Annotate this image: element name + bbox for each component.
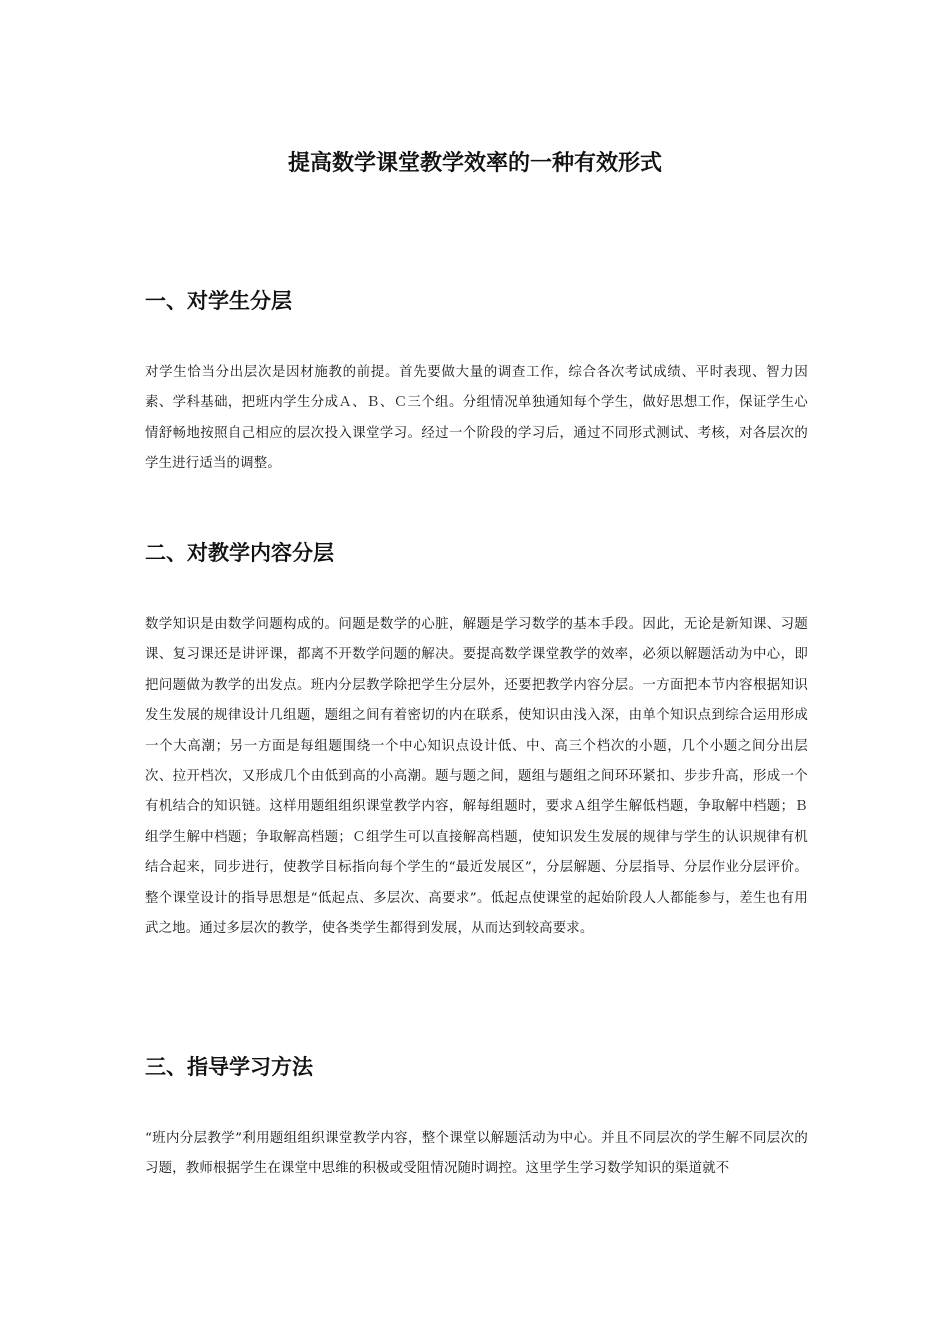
section-heading-student-layering: 一、对学生分层 xyxy=(145,289,292,313)
section-heading-content-layering: 二、对教学内容分层 xyxy=(145,541,334,565)
section-heading-learning-methods: 三、指导学习方法 xyxy=(145,1055,313,1079)
section-paragraph-learning-methods: “班内分层教学”利用题组组织课堂教学内容，整个课堂以解题活动为中心。并且不同层次的学生解不同层次的习题，教师根据学生在课堂中思维的积极或受阻情况随时调控。这里学生学习数学知识的渠道就不 xyxy=(145,1131,808,1177)
section-paragraph-content-layering: 数学知识是由数学问题构成的。问题是数学的心脏，解题是学习数学的基本手段。因此，无论是新知课、习题课、复习课还是讲评课，都离不开数学问题的解决。要提高数学课堂教学的效率，必须以解题活动为中心，即把问题做为教学的出发点。班内分层教学除把学生分层外，还要把教学内容分层。一方面把本节内容根据知识发生发展的规律设计几组题，题组之间有着密切的内在联系，使知识由浅入深，由单个知识点到综合运用形成一个大高潮；另一方面是每组题围绕一个中心知识点设计低、中、高三个档次的小题，几个小题之间分出层次、拉开档次，又形成几个由低到高的小高潮。题与题之间，题组与题组之间环环紧扣、步步升高，形成一个有机结合的知识链。这样用题组组织课堂教学内容，解每组题时，要求Ａ组学生解低档题，争取解中档题；Ｂ组学生解中档题；争取解高档题；Ｃ组学生可以直接解高档题，使知识发生发展的规律与学生的认识规律有机结合起来，同步进行，使教学目标指向每个学生的“最近发展区”，分层解题、分层指导、分层作业分层评价。整个课堂设计的指导思想是“低起点、多层次、高要求”。低起点使课堂的起始阶段人人都能参与，差生也有用武之地。通过多层次的教学，使各类学生都得到发展，从而达到较高要求。 xyxy=(145,617,808,937)
section-paragraph-student-layering: 对学生恰当分出层次是因材施教的前提。首先要做大量的调查工作，综合各次考试成绩、平时表现、智力因素、学科基础，把班内学生分成Ａ、Ｂ、Ｃ三个组。分组情况单独通知每个学生，做好思想工作，保证学生心情舒畅地按照自己相应的层次投入课堂学习。经过一个阶段的学习后，通过不同形式测试、考核，对各层次的学生进行适当的调整。 xyxy=(145,365,808,472)
document-title: 提高数学课堂教学效率的一种有效形式 xyxy=(287,151,662,176)
